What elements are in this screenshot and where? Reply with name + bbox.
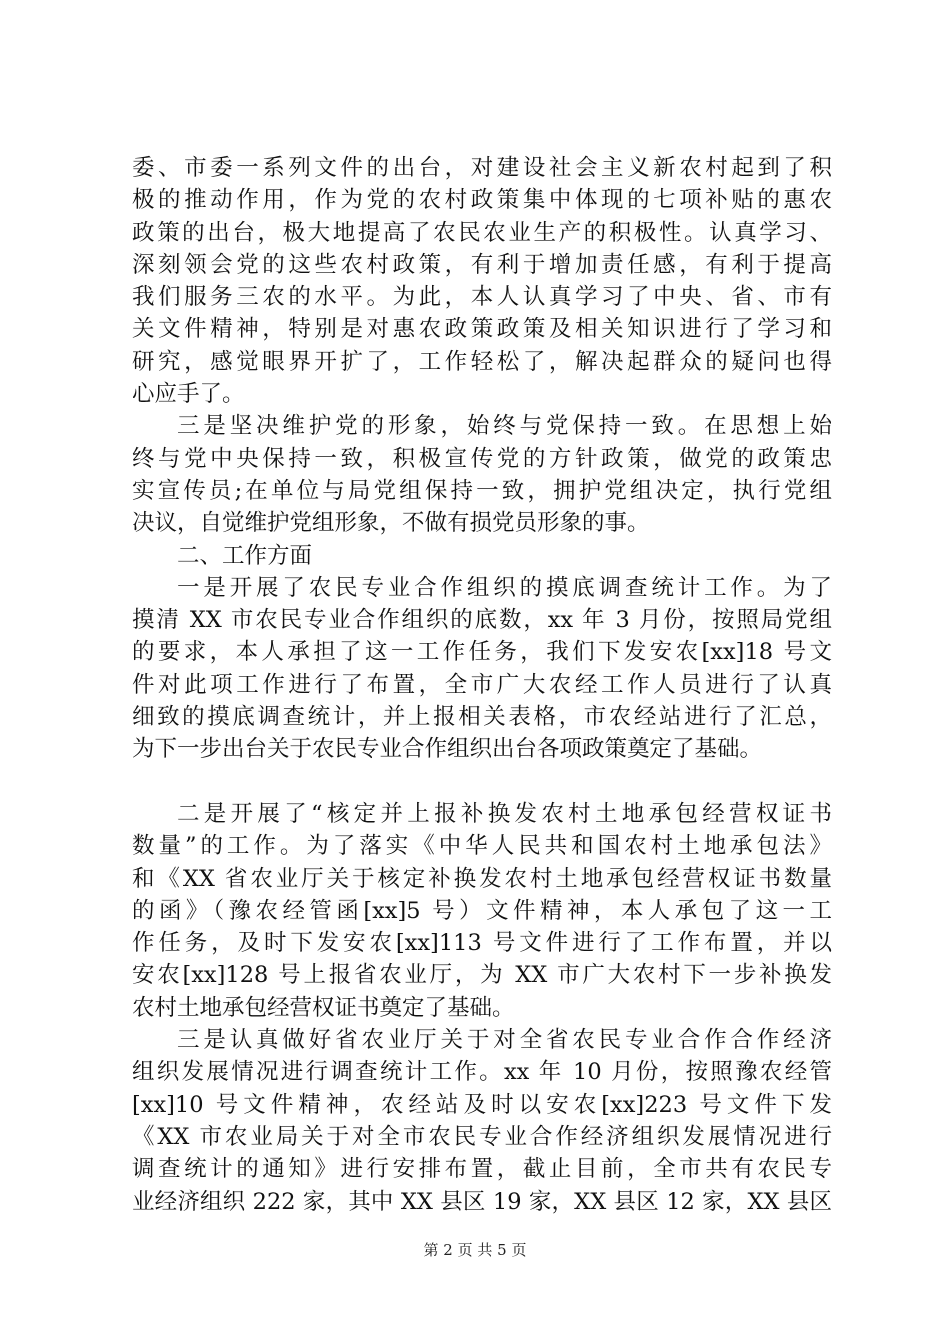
- text-line: 和《XX 省农业厅关于核定补换发农村土地承包经营权证书数量: [132, 865, 832, 892]
- text-line: 深刻领会党的这些农村政策，有利于增加责任感，有利于提高: [132, 251, 832, 278]
- text-line: 我们服务三农的水平。为此，本人认真学习了中央、省、市有: [132, 284, 832, 311]
- text-line: 的要求，本人承担了这一工作任务，我们下发安农[xx]18 号文: [132, 639, 832, 666]
- text-line: 件对此项工作进行了布置，全市广大农经工作人员进行了认真: [132, 671, 832, 698]
- text-line: 的函》（豫农经管函[xx]5 号）文件精神，本人承包了这一工: [132, 897, 832, 924]
- text-line: 委、市委一系列文件的出台，对建设社会主义新农村起到了积: [132, 155, 832, 181]
- text-line: 三是坚决维护党的形象，始终与党保持一致。在思想上始: [177, 413, 832, 440]
- text-line: 政策的出台，极大地提高了农民农业生产的积极性。认真学习、: [132, 219, 832, 246]
- document-body: [132, 152, 832, 1218]
- text-line: 二是开展了“核定并上报补换发农村土地承包经营权证书: [177, 800, 832, 827]
- page-footer: 第 2 页 共 5 页: [423, 1241, 527, 1259]
- text-line: 为下一步出台关于农民专业合作组织出台各项政策奠定了基础。: [132, 736, 763, 763]
- text-line: 摸清 XX 市农民专业合作组织的底数，xx 年 3 月份，按照局党组: [132, 607, 832, 634]
- text-line: 研究，感觉眼界开扩了，工作轻松了，解决起群众的疑问也得: [132, 348, 832, 375]
- text-line: 农村土地承包经营权证书奠定了基础。: [132, 994, 515, 1021]
- text-line: 业经济组织 222 家，其中 XX 县区 19 家，XX 县区 12 家，XX 县区: [132, 1188, 832, 1215]
- text-line: 心应手了。: [132, 381, 245, 408]
- text-line: 三是认真做好省农业厅关于对全省农民专业合作合作经济: [177, 1027, 832, 1054]
- text-line: 《XX 市农业局关于对全市农民专业合作经济组织发展情况进行: [132, 1123, 832, 1150]
- text-line: 极的推动作用，作为党的农村政策集中体现的七项补贴的惠农: [132, 187, 832, 214]
- text-line: 关文件精神，特别是对惠农政策政策及相关知识进行了学习和: [132, 316, 832, 343]
- text-line: 一是开展了农民专业合作组织的摸底调查统计工作。为了: [177, 574, 832, 601]
- text-line: 数量”的工作。为了落实《中华人民共和国农村土地承包法》: [132, 833, 832, 860]
- text-line: 组织发展情况进行调查统计工作。xx 年 10 月份，按照豫农经管: [132, 1059, 832, 1086]
- text-line: 实宣传员;在单位与局党组保持一致，拥护党组决定，执行党组: [132, 477, 832, 504]
- paragraph-gap: [132, 766, 832, 798]
- text-line: 作任务，及时下发安农[xx]113 号文件进行了工作布置，并以: [132, 930, 832, 957]
- text-line: 安农[xx]128 号上报省农业厅，为 XX 市广大农村下一步补换发: [132, 962, 832, 989]
- text-line: [xx]10 号文件精神，农经站及时以安农[xx]223 号文件下发: [132, 1091, 832, 1118]
- text-line: 终与党中央保持一致，积极宣传党的方针政策，做党的政策忠: [132, 445, 832, 472]
- text-line: 决议，自觉维护党组形象，不做有损党员形象的事。: [132, 510, 650, 537]
- text-line: 调查统计的通知》进行安排布置，截止目前，全市共有农民专: [132, 1156, 832, 1183]
- text-line: 二、工作方面: [177, 542, 313, 569]
- text-line: 细致的摸底调查统计，并上报相关表格，市农经站进行了汇总，: [132, 704, 832, 731]
